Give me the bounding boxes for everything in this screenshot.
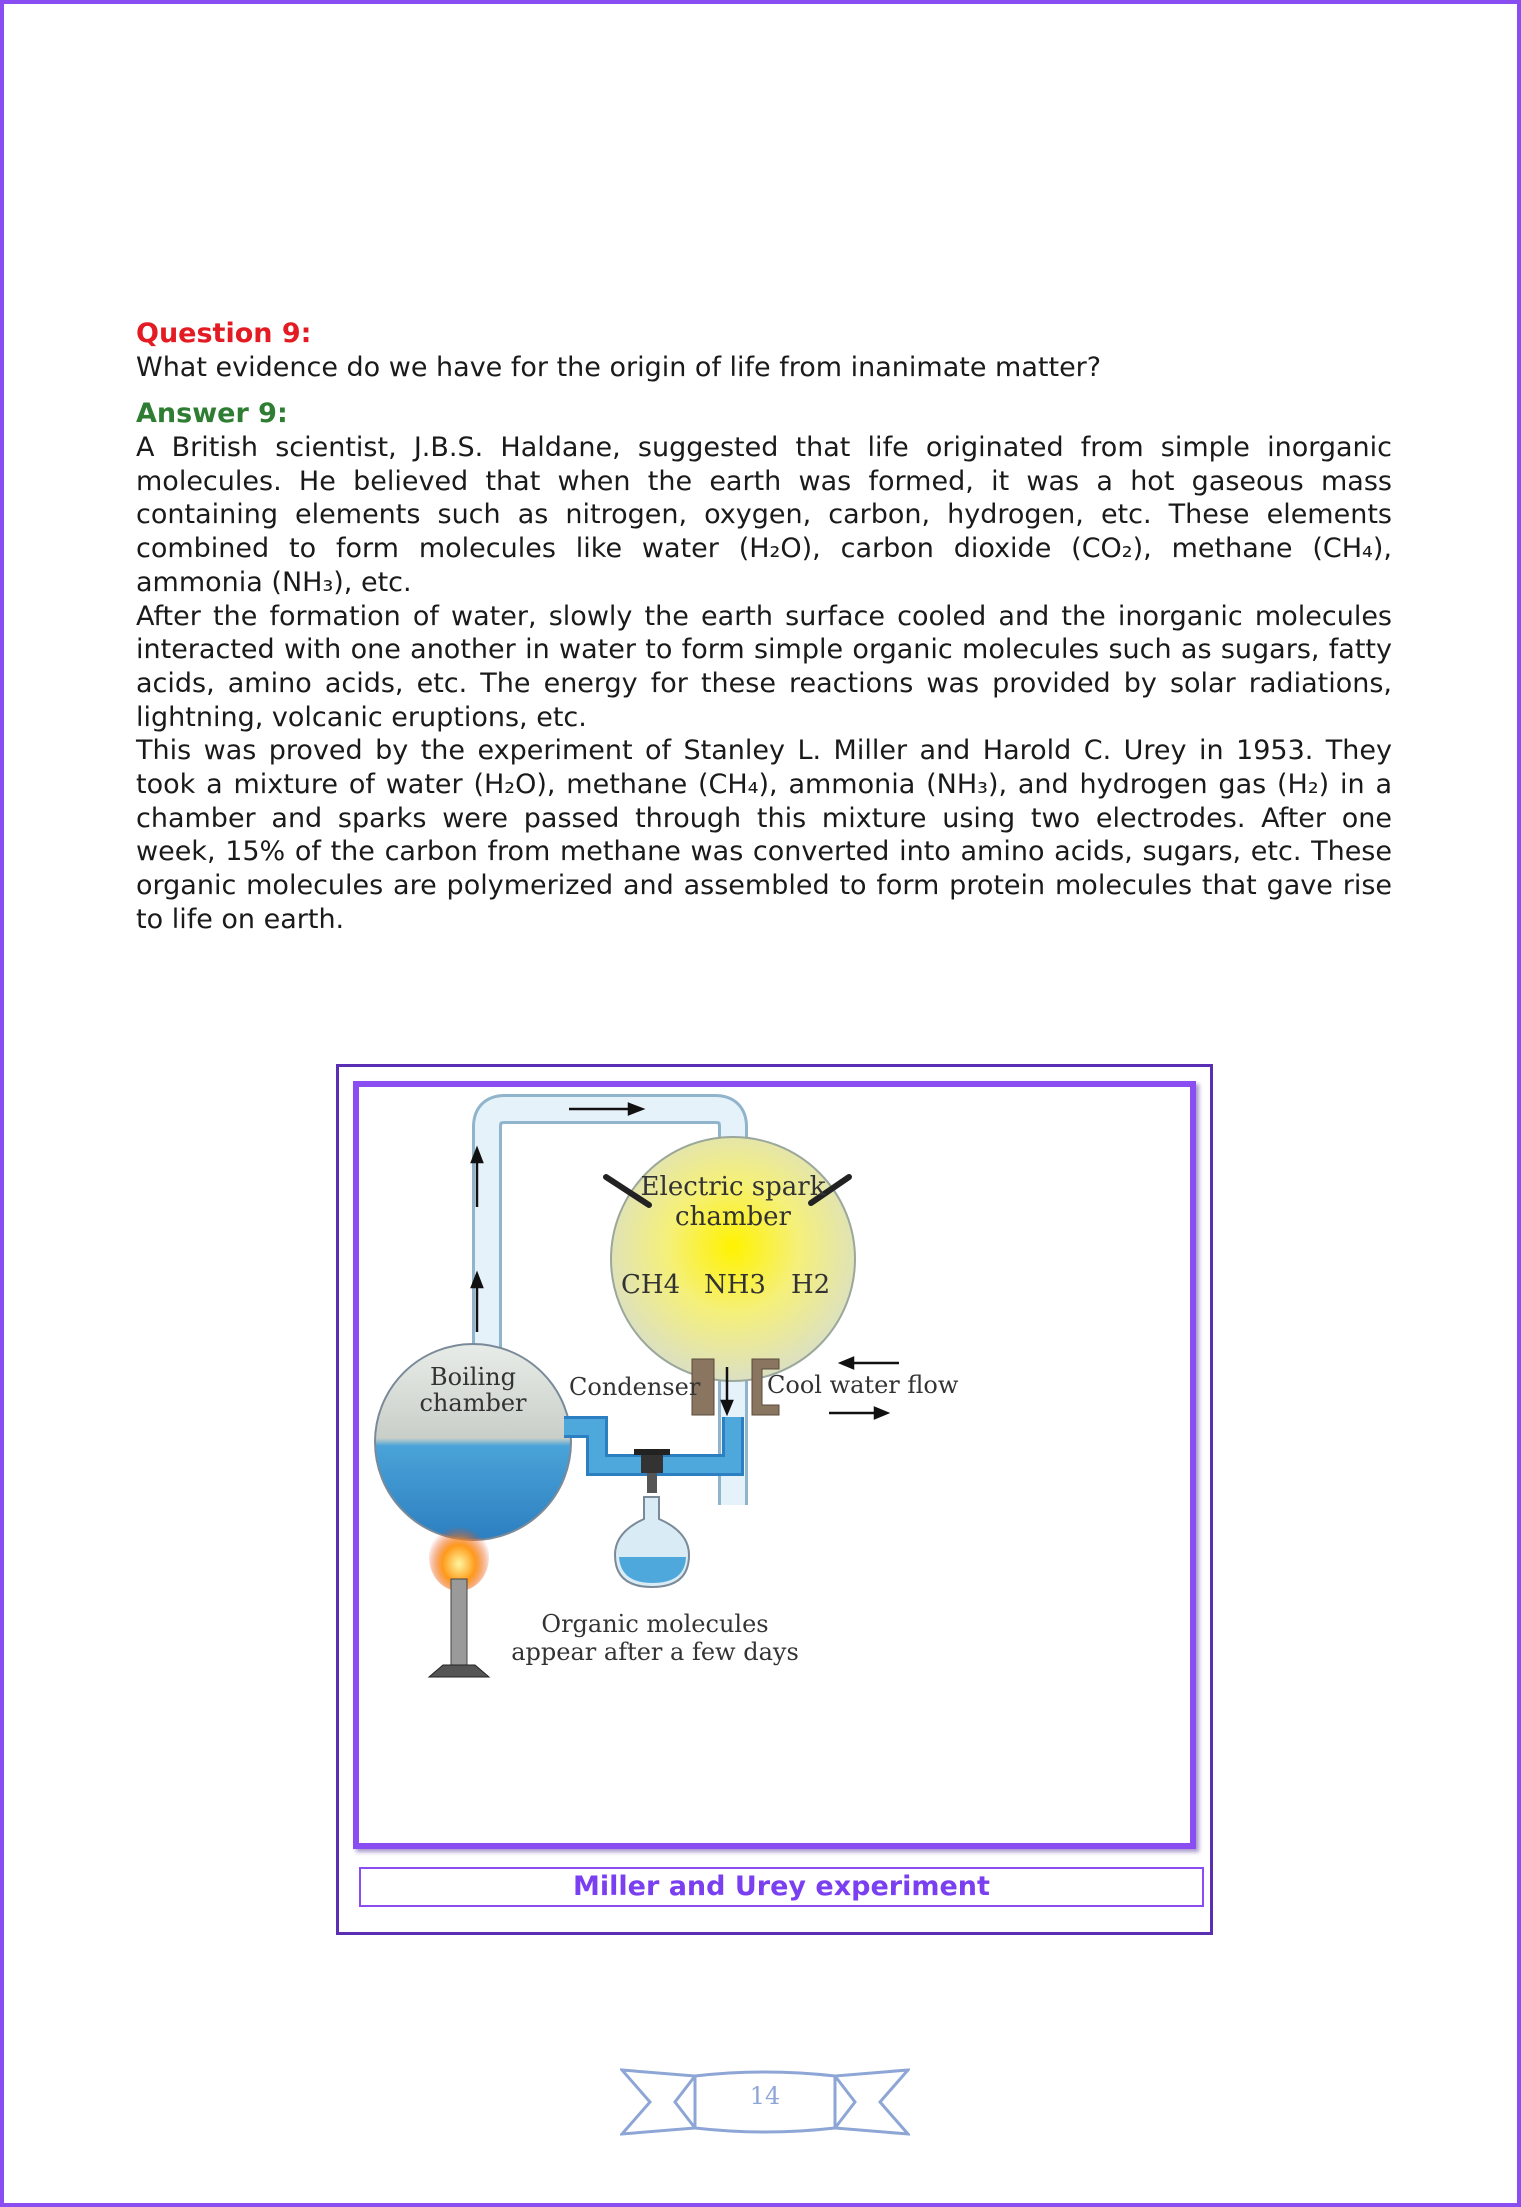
figure-image-frame: [353, 1081, 1196, 1849]
nh3-label: NH3: [704, 1270, 766, 1300]
question-answer-block: [136, 317, 1392, 937]
answer-paragraph-2: After the formation of water, slowly the earth surface cooled and the inorganic molecules interacted with one another in water to form simple organic molecules such as sugars, fatty acids, amino acids, etc. The energy for these reactions was provided by solar radiations, lightning, volcanic eruptions, etc.: [136, 600, 1392, 733]
answer-heading: Answer 9:: [136, 398, 288, 429]
burner: [429, 1579, 489, 1677]
answer-paragraph-3: This was proved by the experiment of Stanley L. Miller and Harold C. Urey in 1953. They took a mixture of water (H₂O), methane (CH₄), ammonia (NH₃), and hydrogen gas (H₂) in a chamber and sparks were passed through this mixture using two electrodes. After one week, 15% of the carbon from methane was converted into amino acids, sugars, etc. These organic molecules are polymerized and assembled to form protein molecules that gave rise to life on earth.: [136, 735, 1392, 935]
cool-water-label: Cool water flow: [767, 1371, 959, 1399]
page-number: 14: [749, 2082, 781, 2110]
page-footer: [620, 2066, 910, 2136]
boiling-chamber-label-1: Boiling: [430, 1363, 516, 1391]
question-text: What evidence do we have for the origin of life from inanimate matter?: [136, 352, 1102, 383]
figure-caption: Miller and Urey experiment: [359, 1867, 1204, 1907]
miller-urey-apparatus-diagram: [359, 1087, 1190, 1843]
figure-frame: [336, 1064, 1213, 1935]
answer-paragraph-1: A British scientist, J.B.S. Haldane, suggested that life originated from simple inorganic molecules. He believed that when the earth was formed, it was a hot gaseous mass containing elements such as nitrogen, oxygen, carbon, hydrogen, etc. These elements combined to form molecules like water (H₂O), carbon dioxide (CO₂), methane (CH₄), ammonia (NH₃), etc.: [136, 432, 1392, 598]
spark-chamber-label-2: chamber: [675, 1202, 791, 1232]
organic-molecules-label-2: appear after a few days: [511, 1638, 799, 1666]
boiling-chamber-label-2: chamber: [419, 1389, 527, 1417]
h2-label: H2: [791, 1270, 831, 1300]
question-heading: Question 9:: [136, 318, 312, 349]
condenser-label: Condenser: [569, 1373, 701, 1401]
organic-molecules-label-1: Organic molecules: [541, 1610, 769, 1638]
ch4-label: CH4: [621, 1270, 681, 1300]
spark-chamber-label-1: Electric spark: [640, 1172, 826, 1202]
